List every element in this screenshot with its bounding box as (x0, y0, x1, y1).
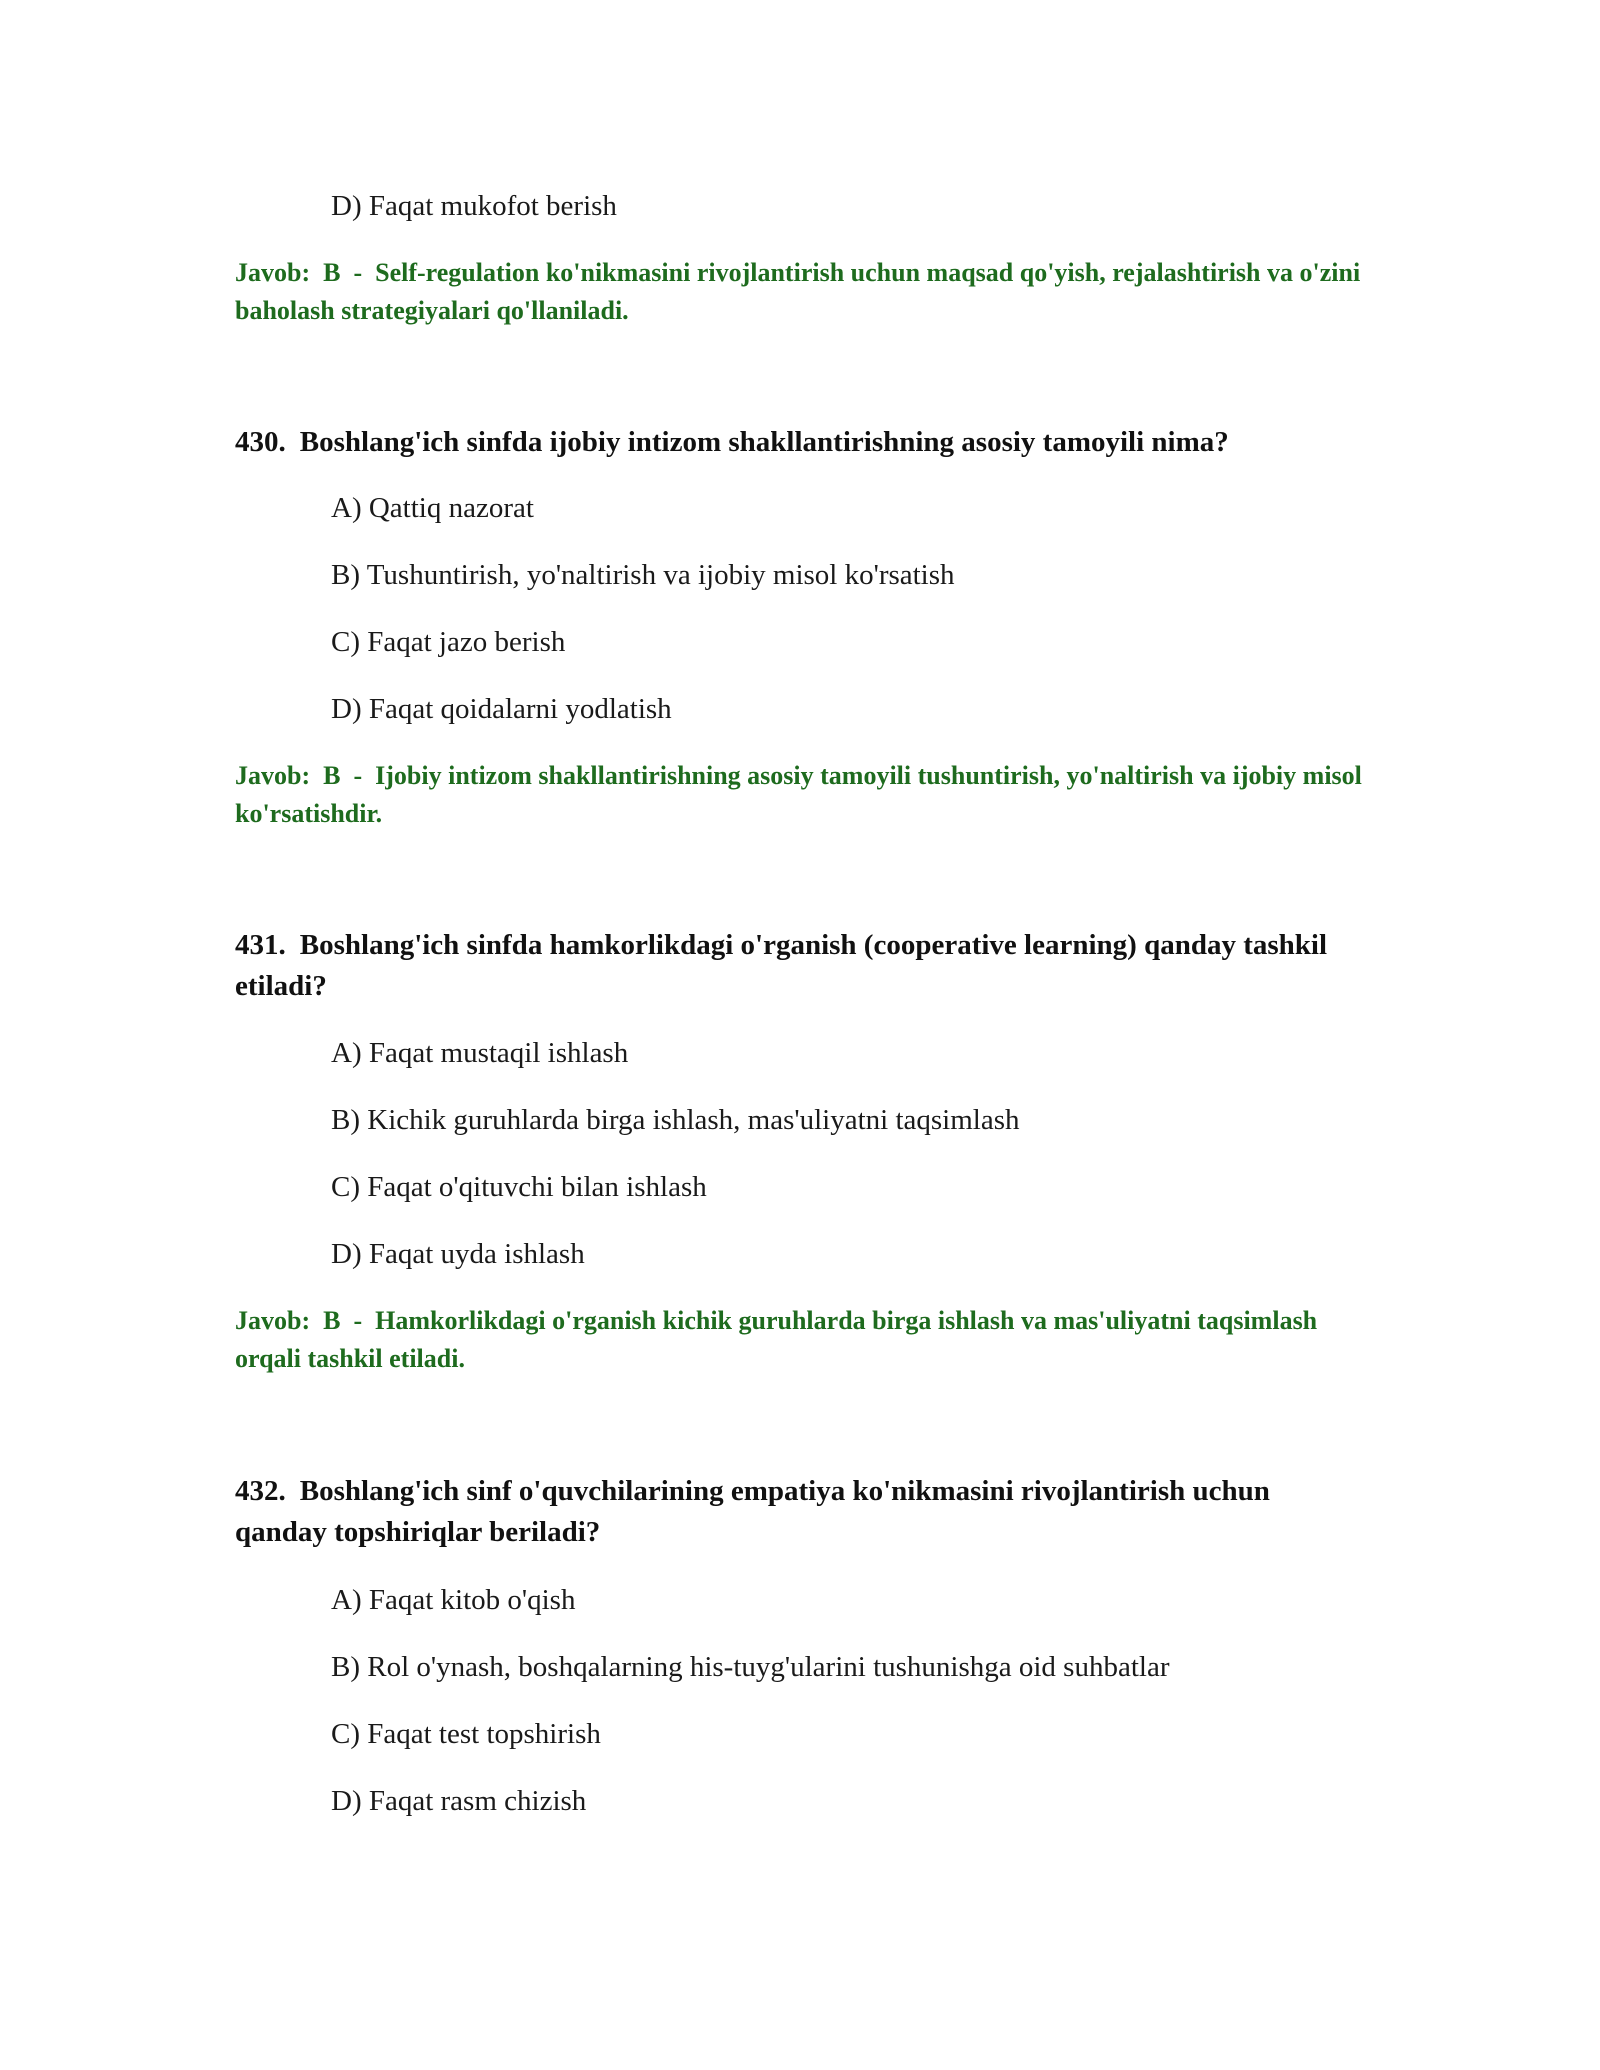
answer-block (235, 757, 1365, 833)
option-b: B) Rol o'ynash, boshqalarning his-tuyg'ularini tushunishga oid suhbatlar (331, 1651, 1170, 1683)
option-d: D) Faqat mukofot berish (331, 190, 617, 222)
option-b: B) Kichik guruhlarda birga ishlash, mas'uliyatni taqsimlash (331, 1104, 1020, 1136)
answer-dash: - (353, 1306, 363, 1335)
answer-label: Javob: (235, 1306, 311, 1335)
question-text: Boshlang'ich sinf o'quvchilarining empatiya ko'nikmasini rivojlantirish uchun qanday topshiriqlar beriladi? (235, 1475, 1270, 1548)
answer-dash: - (353, 258, 363, 287)
question-text: Boshlang'ich sinfda hamkorlikdagi o'rganish (cooperative learning) qanday tashkil etiladi? (235, 929, 1328, 1002)
option-d: D) Faqat qoidalarni yodlatish (331, 693, 672, 725)
answer-text: Hamkorlikdagi o'rganish kichik guruhlarda birga ishlash va mas'uliyatni taqsimlash orqali tashkil etiladi. (235, 1306, 1318, 1373)
question-430-title (235, 422, 1365, 463)
answer-block (235, 254, 1365, 330)
option-c: C) Faqat jazo berish (331, 626, 566, 658)
option-c: C) Faqat test topshirish (331, 1718, 601, 1750)
answer-label: Javob: (235, 761, 311, 790)
question-text: Boshlang'ich sinfda ijobiy intizom shakllantirishning asosiy tamoyili nima? (299, 426, 1229, 458)
answer-block (235, 1302, 1365, 1378)
answer-letter: B (323, 761, 341, 790)
question-number: 431. (235, 929, 286, 961)
option-d: D) Faqat rasm chizish (331, 1785, 587, 1817)
answer-dash: - (353, 761, 363, 790)
question-432-title (235, 1471, 1365, 1553)
option-d: D) Faqat uyda ishlash (331, 1238, 585, 1270)
question-number: 432. (235, 1475, 286, 1507)
answer-label: Javob: (235, 258, 311, 287)
option-b: B) Tushuntirish, yo'naltirish va ijobiy misol ko'rsatish (331, 559, 955, 591)
option-c: C) Faqat o'qituvchi bilan ishlash (331, 1171, 707, 1203)
option-a: A) Faqat mustaqil ishlash (331, 1037, 629, 1069)
question-number: 430. (235, 426, 286, 458)
answer-text: Ijobiy intizom shakllantirishning asosiy tamoyili tushuntirish, yo'naltirish va ijobiy misol ko'rsatishdir. (235, 761, 1362, 828)
answer-text: Self-regulation ko'nikmasini rivojlantirish uchun maqsad qo'yish, rejalashtirish va o'zini baholash strategiyalari qo'llaniladi. (235, 258, 1361, 325)
answer-letter: B (323, 1306, 341, 1335)
answer-letter: B (323, 258, 341, 287)
question-431-title (235, 925, 1365, 1007)
option-a: A) Qattiq nazorat (331, 492, 534, 524)
option-a: A) Faqat kitob o'qish (331, 1584, 576, 1616)
